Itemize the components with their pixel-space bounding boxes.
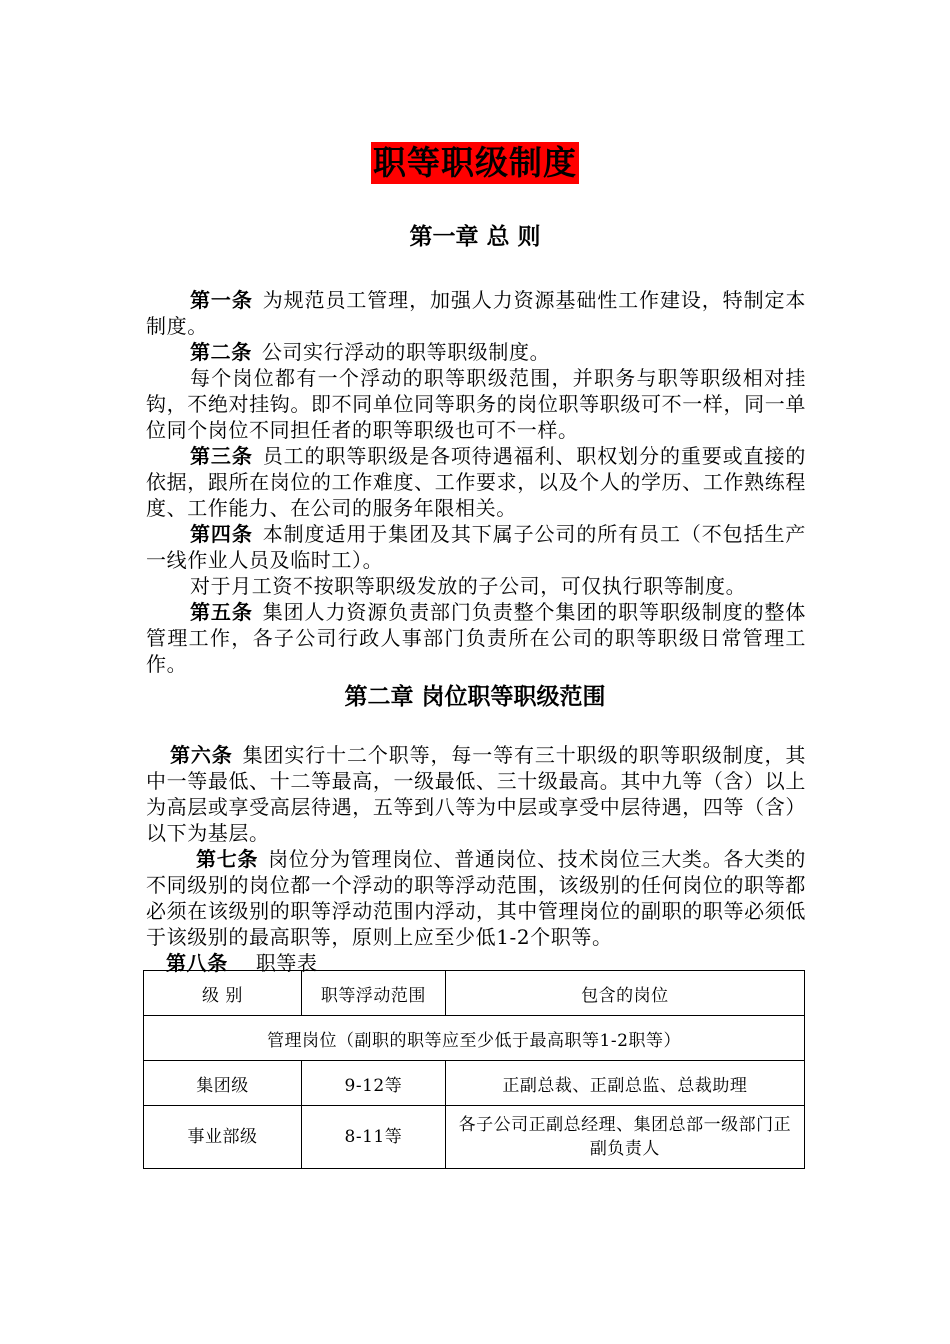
range-cell: 9-12等 — [301, 1061, 445, 1106]
article-5-text: 集团人力资源负责部门负责整个集团的职等职级制度的整体管理工作，各子公司行政人事部门负责所在公司的职等职级日常管理工作。 — [146, 600, 806, 676]
header-range: 职等浮动范围 — [301, 971, 445, 1016]
article-2-label: 第二条 — [190, 340, 252, 364]
article-6 — [146, 742, 806, 846]
article-2 — [146, 339, 806, 365]
section-title-cell: 管理岗位（副职的职等应至少低于最高职等1-2职等） — [144, 1016, 805, 1061]
article-6-text: 集团实行十二个职等，每一等有三十职级的职等职级制度，其中一等最低、十二等最高，一级最低、三十级最高。其中九等（含）以上为高层或享受高层待遇，五等到八等为中层或享受中层待遇，四等（含）以下为基层。 — [146, 743, 806, 845]
article-7 — [146, 846, 806, 950]
chapter-2-heading: 第二章 岗位职等职级范围 — [344, 684, 606, 710]
article-1 — [146, 287, 806, 339]
header-level: 级 别 — [144, 971, 302, 1016]
article-4 — [146, 521, 806, 573]
positions-cell: 正副总裁、正副总监、总裁助理 — [445, 1061, 804, 1106]
chapter-1-heading: 第一章 总 则 — [409, 224, 541, 250]
article-1-label: 第一条 — [190, 288, 253, 312]
article-8-label: 第八条 — [166, 951, 228, 975]
article-8-text: 职等表 — [255, 951, 318, 975]
chapter-1-body — [146, 287, 806, 677]
article-1-text: 为规范员工管理，加强人力资源基础性工作建设，特制定本制度。 — [146, 288, 806, 338]
table-row — [144, 1061, 805, 1106]
header-positions: 包含的岗位 — [445, 971, 804, 1016]
document-title: 职等职级制度 — [373, 143, 577, 182]
level-cell: 集团级 — [144, 1061, 302, 1106]
article-7-label: 第七条 — [196, 847, 259, 871]
article-4-continuation: 对于月工资不按职等职级发放的子公司，可仅执行职等制度。 — [190, 574, 747, 598]
level-cell: 事业部级 — [144, 1106, 302, 1169]
article-5-label: 第五条 — [190, 600, 253, 624]
article-4-label: 第四条 — [190, 522, 253, 546]
article-2-continuation: 每个岗位都有一个浮动的职等职级范围，并职务与职等职级相对挂钩，不绝对挂钩。即不同单位同等职务的岗位职等职级可不一样，同一单位同个岗位不同担任者的职等职级也可不一样。 — [146, 366, 806, 442]
article-2-text: 公司实行浮动的职等职级制度。 — [261, 340, 551, 364]
table-section-row — [144, 1016, 805, 1061]
article-5 — [146, 599, 806, 677]
table-header-row — [144, 971, 805, 1016]
article-3 — [146, 443, 806, 521]
article-3-label: 第三条 — [190, 444, 253, 468]
chapter-2-body — [146, 742, 806, 976]
grade-table — [143, 970, 805, 1169]
article-7-text: 岗位分为管理岗位、普通岗位、技术岗位三大类。各大类的不同级别的岗位都一个浮动的职等浮动范围，该级别的任何岗位的职等都必须在该级别的职等浮动范围内浮动，其中管理岗位的副职的职等必须低于该级别的最高职等，原则上应至少低1-2个职等。 — [146, 847, 806, 949]
table-row — [144, 1106, 805, 1169]
positions-cell: 各子公司正副总经理、集团总部一级部门正副负责人 — [445, 1106, 804, 1169]
range-cell: 8-11等 — [301, 1106, 445, 1169]
article-4-text: 本制度适用于集团及其下属子公司的所有员工（不包括生产一线作业人员及临时工）。 — [146, 522, 806, 572]
article-6-label: 第六条 — [170, 743, 233, 767]
title-wrapper — [0, 142, 950, 184]
article-3-text: 员工的职等职级是各项待遇福利、职权划分的重要或直接的依据，跟所在岗位的工作难度、工作要求，以及个人的学历、工作熟练程度、工作能力、在公司的服务年限相关。 — [146, 444, 806, 520]
